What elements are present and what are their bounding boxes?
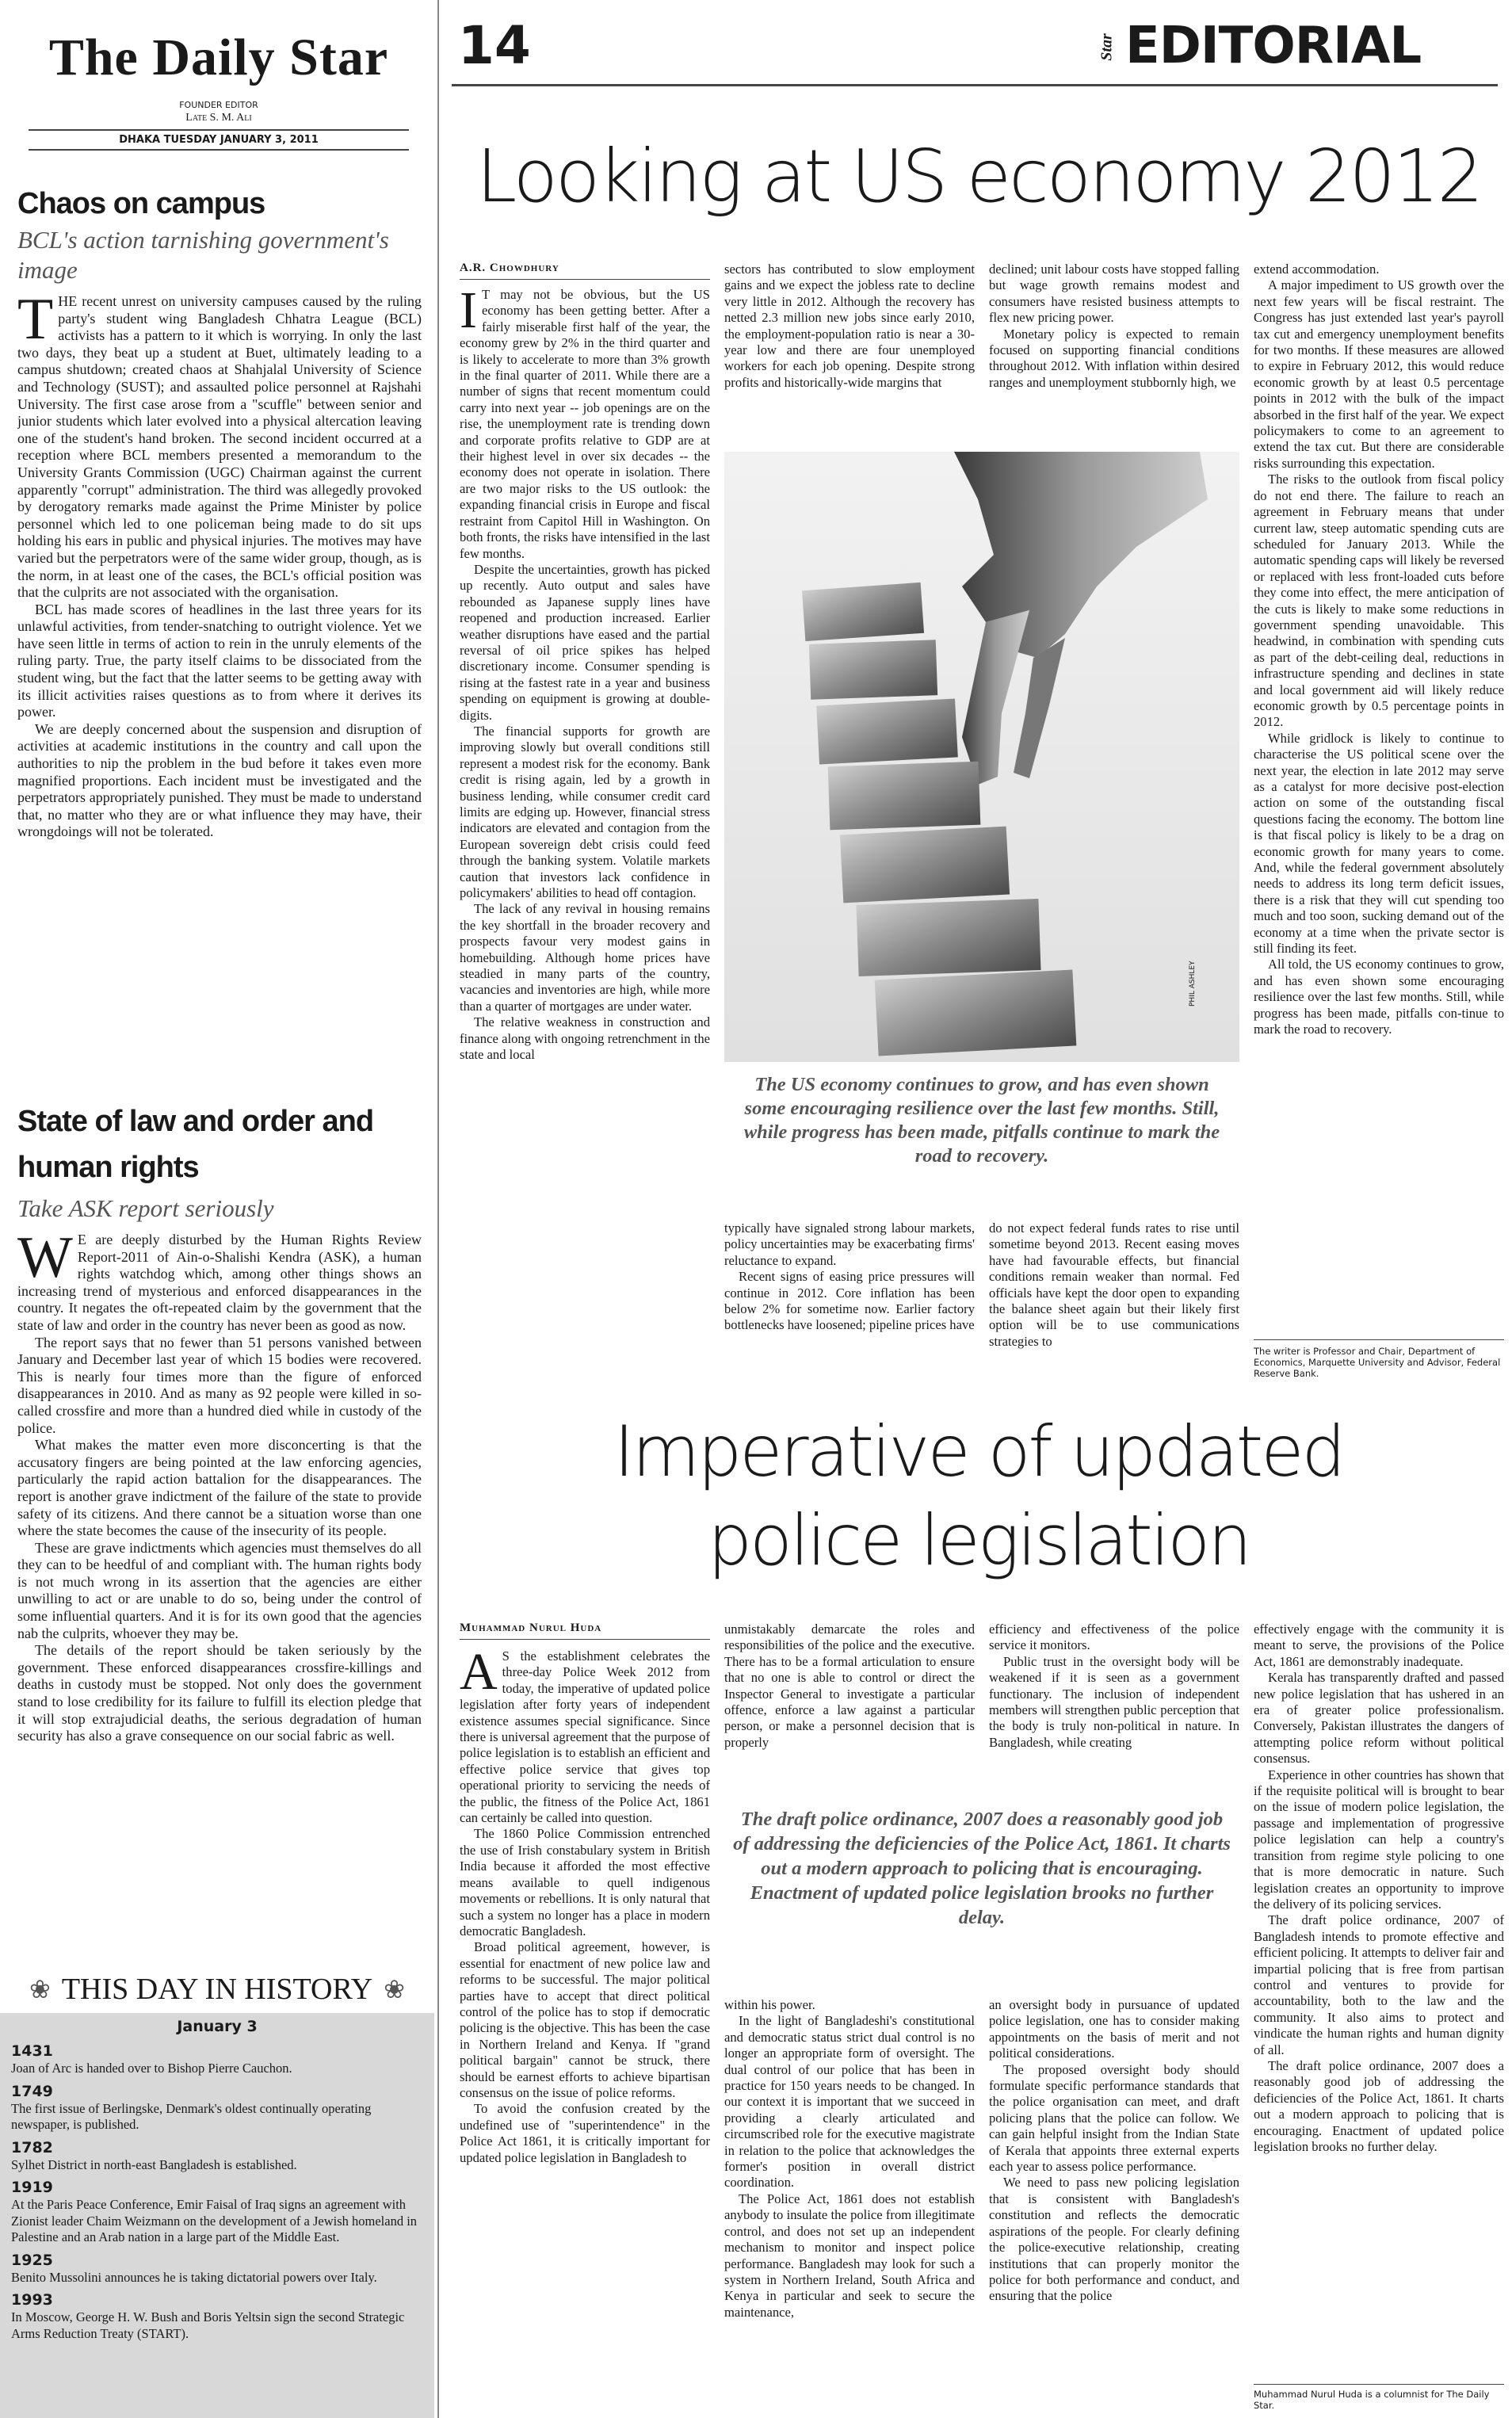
- paragraph-segment: The proposed oversight body should formulate specific performance standards that the police organisation can meet, and draft policing plans that the police can follow. We can gain helpful insight from the Indian State of Kerala that appoints three external experts each year to assess police performance.: [989, 2061, 1239, 2175]
- article1-photo: [724, 452, 1239, 1062]
- editorial2-para-5: The details of the report should be taken seriously by the government. These enforced disappearances crossfire-killings and deaths in custody must be stopped. Not only does the government stand to lose credibility for its failure to fulfill its election pledge that it will stop extrajudicial deaths, the serious degradation of human security has also a grave consequence on our social fabric as well.: [17, 1642, 422, 1744]
- editorial-law-and-order: [17, 1098, 422, 2056]
- article2-author-rule: [1254, 2384, 1504, 2385]
- article1-headline: Looking at US economy 2012: [476, 134, 1481, 219]
- article2-col2-bottom-text: [724, 1997, 975, 2321]
- column-separator: [437, 0, 439, 2418]
- paragraph-segment: In the light of Bangladeshi's constitutional and democratic status strict dual control is no longer an appropriate form of oversight. The dual control of our police that has been in practice for 150 years needs to be changed. In our context it is important that we succeed in providing a clearly articulated and circumscribed role for the executive magistrate in relation to the police that acknowledges the former's position in overall district coordination.: [724, 2013, 975, 2191]
- article2-col2-top-text: unmistakably demarcate the roles and responsibilities of the police and the executive. There has to be a formal articulation to ensure that no one is able to control or direct the Inspector General to investigate a particular offence, enforce a law against a particular person, or make a personnel decision that is properly: [724, 1622, 975, 1750]
- article1-column-1: [460, 287, 710, 1587]
- history-year: 1919: [11, 2179, 53, 2196]
- dateline-rule: [29, 149, 409, 151]
- article1-author-rule: [1254, 1339, 1504, 1340]
- article1-column-4: [1254, 262, 1504, 1335]
- article2-column-3-bottom: [989, 1997, 1239, 2413]
- masthead-title: The Daily Star: [48, 29, 389, 86]
- history-event: [11, 2042, 426, 2077]
- paragraph-segment: an oversight body in pursuance of updated police legislation, one has to consider making appointments on the basis of merit and not political considerations.: [989, 1997, 1239, 2061]
- history-event: [11, 2138, 426, 2174]
- editorial2-subtitle: Take ASK report seriously: [17, 1194, 274, 1222]
- history-event: [11, 2251, 426, 2286]
- article1-column-2-bottom: [724, 1220, 975, 1384]
- article1-col1-para: IT may not be obvious, but the US economy has been getting better. After a fairly miserable first half of the year, the economy grew by 2% in the third quarter and is likely to accelerate to more than 3% growth in the final quarter of 2011. While there are a number of signs that recent momentum could carry into next year -- job openings are on the rise, the unemployment rate is trending down and corporate profits relative to GDP are at their highest level in over six decades -- the economy does not operate in isolation. There are two major risks to the US outlook: the expanding financial crisis in Europe and fiscal restraint from Capitol Hill in Washington. On both fronts, the risks have intensified in the last few months.: [460, 287, 710, 561]
- editorial-chaos-on-campus: [17, 185, 422, 1070]
- article2-column-3-top: [989, 1622, 1239, 1785]
- flourish-left-icon: ❀: [29, 1974, 51, 2004]
- history-header: [0, 1965, 434, 2013]
- article1-col4-para: While gridlock is likely to continue to characterise the US political scene over the next year, the election in late 2012 may serve as a catalyst for more decisive post-election action on some of the outstanding fiscal questions facing the economy. The bottom line is that fiscal policy is likely to be a drag on economic growth for many years to come. And, while the federal government absolutely needs to address its long term deficit issues, there is a risk that they will cut spending too much and too soon, sucking demand out of the economy at a time when the private sector is still finding its feet.: [1254, 730, 1504, 957]
- article1-col2-top-text: sectors has contributed to slow employment gains and we expect the jobless rate to decline very little in 2012. Although the recovery has netted 2.3 million new jobs since early 2010, the employment-population ratio is near a 30-year low and there are four unemployed workers for each job opening. Despite strong profits and historically-wide margins that: [724, 262, 975, 390]
- editorial2-para-4: These are grave indictments which agencies must themselves do all they can to be heedful of and compliant with. The human rights body is not much wrong in its assertion that the agencies are either unwilling to act or are unable to do so, being under the control of some influential quarters. And it is for its own good that the agencies nab the culprits, whoever they may be.: [17, 1539, 422, 1641]
- history-date: January 3: [177, 2018, 258, 2035]
- article2-byline: Muhammad Nurul Huda: [460, 1622, 602, 1634]
- history-event: [11, 2178, 426, 2246]
- article2-col1-para: To avoid the confusion created by the undefined use of "superintendence" in the Police Act 1861, it is critically important for updated police legislation in Bangladesh to: [460, 2101, 710, 2165]
- article2-column-1: [460, 1648, 710, 2413]
- editorial2-para-2: The report says that no fewer than 51 persons vanished between January and December last year of which 15 bodies were recovered. This is nearly four times more than the figure of enforced disappearances in 2010. And as many as 92 people were killed in so-called crossfire and more than a hundred died while in custody of the police.: [17, 1334, 422, 1436]
- section-title: EDITORIAL: [1125, 17, 1422, 75]
- editorial2-body: [17, 1232, 422, 2056]
- article2-col4-para: Kerala has transparently drafted and passed new police legislation that has ushered in an era of greater police professionalism. Conversely, Pakistan illustrates the dangers of attempting police reform without political consensus.: [1254, 1670, 1504, 1767]
- history-event: [11, 2290, 426, 2342]
- article2-col4-para: Experience in other countries has shown that if the requisite political will is brought to bear on the issue of modern police legislation, the passage and implementation of progressive police legislation can help a country's transition from regime style policing to one that is more democratic in nature. Such legislation creates an opportunity to improve the delivery of its policing services.: [1254, 1767, 1504, 1912]
- article2-headline: [452, 1408, 1506, 1585]
- article1-column-2-top: [724, 262, 975, 449]
- editorial1-body: [17, 293, 422, 1070]
- article1-pullquote: The US economy continues to grow, and has even shown some encouraging resilience over the last few months. Still, while progress has been made, pitfalls continue to mark the road to recovery.: [743, 1074, 1220, 1167]
- editorial2-title: State of law and order and human rights: [17, 1105, 374, 1184]
- editorial1-para-3: We are deeply concerned about the suspension and disruption of activities at academic institutions in the country and call upon the authorities to nip the problem in the bud before it takes even more magnified proportions. Each incident must be investigated and the perpetrators appropriately punished. They must be made to understand that, no matter who they are or what influence they may have, their wrongdoings will not be tolerated.: [17, 720, 422, 840]
- page-number: 14: [458, 15, 531, 76]
- masthead: [13, 11, 425, 170]
- editorial2-para-3: What makes the matter even more disconcerting is that the accusatory fingers are being pointed at the law enforcing agencies, particularly the rapid action battalion for the disappearances. The report is another grave indictment of the failure of the state to provide safety of its citizens. And there cannot be a situation worse than one where the state becomes the cause of the insecurity of its people.: [17, 1437, 422, 1539]
- paragraph-segment: efficiency and effectiveness of the police service it monitors.: [989, 1622, 1239, 1653]
- flourish-right-icon: ❀: [384, 1974, 405, 2004]
- history-year: 1749: [11, 2082, 53, 2100]
- editorial1-subtitle: BCL's action tarnishing government's image: [17, 226, 389, 284]
- paragraph-segment: Recent signs of easing price pressures will continue in 2012. Core inflation has been below 2% for sometime now. Earlier factory bottlenecks have loosened; pipeline prices have: [724, 1269, 975, 1333]
- history-title: THIS DAY IN HISTORY: [61, 1973, 373, 2006]
- photo-credit: PHIL ASHLEY: [1189, 961, 1197, 1007]
- history-text: In Moscow, George H. W. Bush and Boris Yeltsin sign the second Strategic Arms Reduction Treaty (START).: [11, 2309, 405, 2341]
- article2-column-2-bottom: [724, 1997, 975, 2413]
- article1-col4-para: extend accommodation.: [1254, 262, 1380, 277]
- hand-on-money-stairs-image: [724, 452, 1239, 1062]
- article2-author-note: Muhammad Nurul Huda is a columnist for The Daily Star.: [1254, 2389, 1490, 2411]
- article2-col4-para: The draft police ordinance, 2007 of Bangladesh intends to promote effective and efficient policing. It attempts to deliver fair and impartial policing that is free from partisan control and ventures to provide for accountability, both to the law and the community. It also aims to protect and vindicate the human rights and human dignity of all.: [1254, 1912, 1504, 2057]
- editorial1-para-2: BCL has made scores of headlines in the last three years for its unlawful activities, from tender-snatching to outright violence. Yet we have seen little in terms of action to rein in the unruly elements of the ruling party. True, the party itself claims to be dissociated from the student wing, but the fact that the latter seems to be getting away with its illicit activities raises questions as to from where it derives its power.: [17, 601, 422, 720]
- history-year: 1782: [11, 2138, 53, 2156]
- section-logo: Star: [1098, 33, 1116, 61]
- history-year: 1925: [11, 2251, 53, 2269]
- history-text: At the Paris Peace Conference, Emir Faisal of Iraq signs an agreement with Zionist leader Chaim Weizmann on the development of a Jewish homeland in Palestine and an Arab nation in a large part of the Middle East.: [11, 2197, 418, 2244]
- editorial2-para-1: WE are deeply disturbed by the Human Rights Review Report-2011 of Ain-o-Shalishi Kendra (ASK), a human rights watchdog which, among other things shows an increasing trend of mysterious and enforced disappearances in the country. It negates the oft-repeated claim by the government that the state of law and order in the country has never been as good as now.: [17, 1232, 422, 1333]
- article1-col3-top-text: [989, 262, 1239, 391]
- article2-byline-rule: [460, 1639, 710, 1640]
- article1-col3-bottom-text: do not expect federal funds rates to rise until sometime beyond 2013. Recent easing moves have had favourable effects, but financial conditions remain weaker than normal. Fed officials have kept the door open to expanding the balance sheet again but their likely first option will be to use communications strategies to: [989, 1220, 1239, 1349]
- history-text: Sylhet District in north-east Bangladesh is established.: [11, 2156, 297, 2172]
- header-rule: [452, 84, 1498, 86]
- paragraph-segment: declined; unit labour costs have stopped falling but wage growth remains modest and consumers have resisted business attempts to flex new pricing power.: [989, 262, 1239, 326]
- editorial1-title: Chaos on campus: [17, 187, 265, 220]
- article2-headline-line1: Imperative of updated: [613, 1411, 1344, 1492]
- history-text: Joan of Arc is handed over to Bishop Pierre Cauchon.: [11, 2061, 292, 2076]
- article2-col1-para: AS the establishment celebrates the three-day Police Week 2012 from today, the imperative of updated police legislation after forty years of independent existence assumes special significance. Since there is universal agreement that the purpose of police legislation is to establish an efficient and effective police service that gives top operational priority to servicing the needs of the public, the fitness of the Police Act, 1861 can certainly be called into question.: [460, 1648, 710, 1826]
- history-text: Benito Mussolini announces he is taking dictatorial powers over Italy.: [11, 2269, 377, 2285]
- article2-col4-para: The draft police ordinance, 2007 does a reasonably good job of addressing the deficiencies of the Police Act, 1861. It charts out a modern approach to policing that is encouraging. Enactment of updated police legislation brooks no further delay.: [1254, 2057, 1504, 2154]
- article1-col4-para: A major impediment to US growth over the next few years will be fiscal restraint. The Congress has just extended last year's payroll tax cut and emergency unemployment benefits for two months. If these measures are allowed to expire in February 2012, this would reduce economic growth by at least 0.5 percentage points in 2012 with the bulk of the impact absorbed in the first half of the year. We expect policymakers to come to an agreement to extend the tax cut. But there are considerable risks surrounding this expectation.: [1254, 277, 1504, 471]
- founder-name: Late S. M. Ali: [185, 112, 252, 124]
- article1-col2-bottom-text: [724, 1220, 975, 1334]
- editorial1-para-1: THE recent unrest on university campuses caused by the ruling party's student wing Bangladesh Chhatra League (BCL) activists has a pattern to it which is worrying. In only the last two days, they beat up a student at Buet, ultimately leading to a campus shutdown; created chaos at Shahjalal University of Science and Technology (SUST); and assaulted police personnel at Rajshahi University. The first case arose from a "scuffle" between senior and junior students which later evolved into a physical altercation leaving one of the student's hand broken. The second incident occurred at a reception where BCL members presented a memorandum to the University Grants Commission (UGC) Chairman against the current apparently "corrupt" administration. The third was allegedly provoked by derogatory remarks made against the Prime Minister by police personnel which led to one policeman being made to do sit ups holding his ears in public and physical injuries. The motives may have varied but the perpetrators were of the same wider group, though, as is the norm, in at least one of the cases, the BCL's official position was that the culprits are not associated with the organisation.: [17, 293, 422, 601]
- history-text: The first issue of Berlingske, Denmark's oldest continually operating newspaper, is published.: [11, 2100, 372, 2132]
- article2-col3-top-text: [989, 1622, 1239, 1751]
- paragraph-segment: Monetary policy is expected to remain focused on supporting financial conditions throughout 2012. With inflation within desired ranges and unemployment stubbornly high, we: [989, 326, 1239, 390]
- article1-col4-para: The risks to the outlook from fiscal policy do not end there. The failure to reach an agreement in February means that under current law, steep automatic spending cuts are scheduled for January 2013. While the automatic spending caps will likely be reversed or replaced with less front-loaded cuts before they come into effect, the mere anticipation of the cuts is likely to make some reductions in government spending unavoidable. This headwind, in combination with spending cuts as part of the debt-ceiling deal, reductions in infrastructure spending and declines in state and local government aid will likely reduce economic growth by 0.5 percentage points in 2012.: [1254, 472, 1504, 730]
- paragraph-segment: within his power.: [724, 1997, 815, 2012]
- article2-column-2-top: [724, 1622, 975, 1785]
- history-year: 1431: [11, 2042, 53, 2060]
- article2-col4-para: effectively engage with the community it is meant to serve, the provisions of the Police Act, 1861 are demonstrably inadequate.: [1254, 1622, 1504, 1669]
- article1-author-note: The writer is Professor and Chair, Department of Economics, Marquette University and Advisor, Federal Reserve Bank.: [1254, 1346, 1501, 1379]
- article2-col1-para: Broad political agreement, however, is essential for enactment of new police law and reforms to be successful. The major political parties have to accept that direct political control of the police has to stop if democratic policing is the objective. This has been the case in Northern Ireland and Kenya. If "grand political bargain" cannot be struck, there should be earnest efforts to achieve bipartisan consensus on the issue of police reforms.: [460, 1939, 710, 2100]
- article1-column-3-bottom: [989, 1220, 1239, 1384]
- paragraph-segment: We need to pass new policing legislation that is consistent with Bangladesh's constitution and reflects the democratic aspirations of the people. For clearly defining the police-executive relationship, creating institutions that can properly monitor the police for both performance and conduct, and ensuring that the police: [989, 2175, 1239, 2304]
- article2-headline-line2: police legislation: [708, 1499, 1250, 1581]
- paragraph-segment: Public trust in the oversight body will be weakened if it is seen as a government functionary. The inclusion of independent members will strengthen public perception that the body is truly non-political in nature. In Bangladesh, while creating: [989, 1653, 1239, 1750]
- article2-col3-bottom-text: [989, 1997, 1239, 2305]
- masthead-rule: [29, 129, 409, 131]
- founder-label: FOUNDER EDITOR: [179, 100, 258, 110]
- history-events: [11, 2042, 426, 2347]
- dateline: DHAKA TUESDAY JANUARY 3, 2011: [119, 134, 319, 146]
- history-year: 1993: [11, 2291, 53, 2309]
- article1-byline: A.R. Chowdhury: [460, 262, 559, 274]
- article1-col1-para: The relative weakness in construction and finance along with ongoing retrenchment in the state and local: [460, 1014, 710, 1063]
- article1-col4-para: All told, the US economy continues to grow, and has even shown some encouraging resilience over the last few months. Still, while progress has been made, pitfalls con-tinue to mark the road to recovery.: [1254, 957, 1504, 1037]
- article1-col1-para: The financial supports for growth are improving slowly but overall conditions still represent a modest risk for the economy. Bank credit is rising again, led by a growth in business lending, while consumer credit card limits are edging up. However, financial stress indicators are elevated and contagion from the European sovereign debt crisis could feed through the banking system. Volatile markets caution that investors lack confidence in policymakers' abilities to head off contagion.: [460, 723, 710, 901]
- article1-col1-para: The lack of any revival in housing remains the key shortfall in the broader recovery and prospects favour very modest gains in homebuilding. Although home prices have steadied in many parts of the country, vacancies and inventories are high, while more than a quarter of mortgages are under water.: [460, 901, 710, 1014]
- article2-col1-para: The 1860 Police Commission entrenched the use of Irish constabulary system in British India because it afforded the most effective means available to quell indigenous movements or rebellions. It is only natural that such a system no longer has a place in modern democratic Bangladesh.: [460, 1826, 710, 1939]
- this-day-in-history: [0, 1965, 434, 2418]
- article1-byline-rule: [460, 279, 710, 280]
- paragraph-segment: The Police Act, 1861 does not establish anybody to insulate the police from illegitimate control, and does not set up an independent mechanism to monitor and inspect police performance. Bangladesh may look for such a system in Northern Ireland, South Africa and Kenya in particular and seek to secure the maintenance,: [724, 2191, 975, 2320]
- article2-column-4: [1254, 1622, 1504, 2378]
- history-event: [11, 2082, 426, 2133]
- article1-col1-para: Despite the uncertainties, growth has picked up recently. Auto output and sales have rebounded as Japanese supply lines have reopened and production increased. Earlier weather disruptions have eased and the partial reversal of oil price spikes has helped discretionary income. Consumer spending is rising at the fastest rate in a year and business spending on equipment is growing at double-digits.: [460, 561, 710, 723]
- article1-column-3-top: [989, 262, 1239, 449]
- paragraph-segment: typically have signaled strong labour markets, policy uncertainties may be exacerbating firms' reluctance to expand.: [724, 1220, 975, 1268]
- article2-pullquote: The draft police ordinance, 2007 does a reasonably good job of addressing the deficiencies of the Police Act, 1861. It charts out a modern approach to policing that is encouraging. Enactment of updated police legislation brooks no further delay.: [733, 1809, 1231, 1928]
